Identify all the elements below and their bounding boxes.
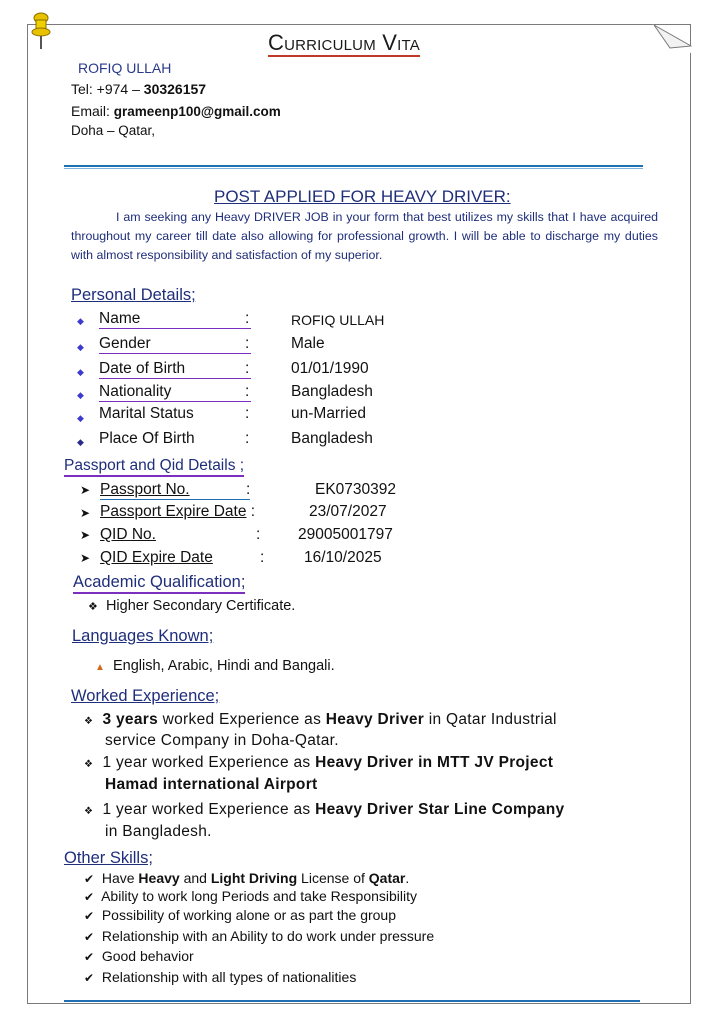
pushpin-icon [30,12,52,50]
experience-item-cont: service Company in Doha-Qatar. [105,732,339,749]
personal-label: Date of Birth : [99,360,250,377]
arrow-bullet-icon: ➤ [80,551,91,565]
personal-value: un-Married [291,405,366,422]
personal-details-heading: Personal Details; [71,286,196,304]
personal-value: Male [291,335,325,352]
personal-value: 01/01/1990 [291,360,369,377]
experience-item-cont: in Bangladesh. [105,823,212,840]
applicant-name: ROFIQ ULLAH [78,60,172,76]
personal-label: Place Of Birth : [99,430,250,447]
phone-number: 30326157 [143,81,207,97]
passport-value: 16/10/2025 [304,549,382,566]
objective-text: I am seeking any Heavy DRIVER JOB in your form that best utilizes my skills that I have acquired throughout my career till date also allowing for professional growth. I will be able to discharge my duties with almost responsibility and satisfaction of my superior. [71,210,658,262]
location-line: Doha – Qatar, [71,123,156,138]
check-icon: ✔ [84,971,95,985]
experience-heading: Worked Experience; [71,687,220,705]
skills-heading: Other Skills; [64,849,153,867]
language-item: ▲ English, Arabic, Hindi and Bangali. [95,658,335,674]
personal-label: Gender : [99,335,250,352]
passport-label: QID No. : [100,526,261,543]
arrow-bullet-icon: ➤ [80,483,91,497]
header-rule-light [64,168,643,169]
passport-value: 23/07/2027 [309,503,387,520]
passport-label: Passport Expire Date : [100,503,256,520]
diamond-bullet-icon: ◆ [77,367,84,377]
check-icon: ✔ [84,930,95,944]
passport-label: Passport No. : [100,481,251,498]
personal-label: Nationality : [99,383,250,400]
experience-item: ❖ 3 years worked Experience as Heavy Driver in Qatar Industrial [84,711,557,728]
check-icon: ✔ [84,909,95,923]
experience-item: ❖ 1 year worked Experience as Heavy Driver in MTT JV Project [84,754,554,771]
personal-row [77,432,84,450]
star-bullet-icon: ❖ [84,759,94,770]
diamond-bullet-icon: ◆ [77,316,84,326]
check-icon: ✔ [84,872,95,886]
cv-title: Curriculum Vita [268,30,420,55]
personal-row [77,408,84,426]
arrow-bullet-icon: ➤ [80,506,91,520]
personal-row [77,311,84,329]
skill-item: ✔ Relationship with an Ability to do work under pressure [84,928,435,944]
skill-item: ✔ Relationship with all types of nationalities [84,969,357,985]
footer-rule [64,1000,640,1002]
phone-label: Tel: +974 – [71,81,144,97]
personal-value: Bangladesh [291,383,373,400]
star-bullet-icon: ❖ [84,716,94,727]
personal-row [77,362,84,380]
personal-value: Bangladesh [291,430,373,447]
check-icon: ✔ [84,950,95,964]
passport-value: 29005001797 [298,526,393,543]
post-applied-heading: POST APPLIED FOR HEAVY DRIVER: [214,187,511,206]
passport-heading: Passport and Qid Details ; [64,457,244,477]
passport-label: QID Expire Date : [100,549,265,566]
arrow-bullet-icon: ➤ [80,528,91,542]
skill-item: ✔ Have Heavy and Light Driving License of Qatar. [84,870,410,886]
email-line [71,103,281,119]
personal-row [77,337,84,355]
personal-value: ROFIQ ULLAH [291,312,385,328]
star-bullet-icon: ❖ [88,601,98,613]
pointer-bullet-icon: ▲ [95,662,105,673]
phone-line [71,81,206,97]
diamond-bullet-icon: ◆ [77,342,84,352]
personal-label: Name : [99,310,250,327]
check-icon: ✔ [84,890,95,904]
email-value: grameenp100@gmail.com [113,104,281,119]
email-label: Email: [71,103,114,119]
skill-item: ✔ Ability to work long Periods and take Responsibility [84,888,418,904]
passport-value: EK0730392 [315,481,397,498]
academic-item: ❖ Higher Secondary Certificate. [88,598,296,614]
experience-item-cont: Hamad international Airport [105,776,318,793]
diamond-bullet-icon: ◆ [77,390,84,400]
page-curl-icon [652,24,692,54]
diamond-bullet-icon: ◆ [77,413,84,423]
star-bullet-icon: ❖ [84,806,94,817]
personal-row [77,385,84,403]
personal-label: Marital Status : [99,405,250,422]
skill-item: ✔ Good behavior [84,948,194,964]
languages-heading: Languages Known; [72,627,214,645]
diamond-bullet-icon: ◆ [77,437,84,447]
skill-item: ✔ Possibility of working alone or as part the group [84,907,397,923]
academic-heading: Academic Qualification; [73,573,245,594]
header-rule [64,165,643,167]
experience-item: ❖ 1 year worked Experience as Heavy Driver Star Line Company [84,801,565,818]
